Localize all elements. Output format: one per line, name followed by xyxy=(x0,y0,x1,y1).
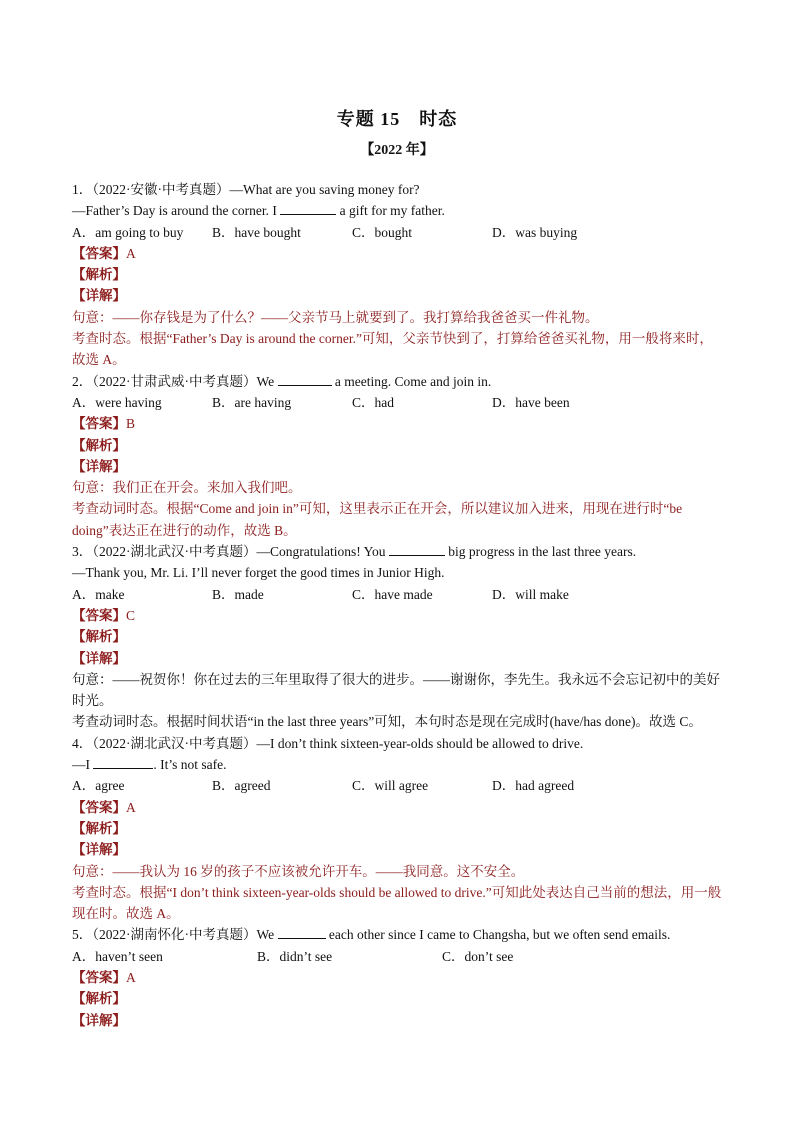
answer-blank xyxy=(280,201,336,215)
detail-label: 【详解】 xyxy=(72,842,126,858)
analysis-label: 【解析】 xyxy=(72,629,126,645)
question-stem: 4．（2022·湖北武汉·中考真题）—I don’t think sixteen-year-olds should be allowed to drive. xyxy=(72,735,584,751)
option-b: B．didn’t see xyxy=(257,948,333,964)
question-stem: —Thank you, Mr. Li. I’ll never forget the good times in Junior High. xyxy=(72,565,445,581)
question-5 xyxy=(72,924,722,1030)
option-d: D．will make xyxy=(492,586,569,602)
page-title: 专题 15 时态 xyxy=(336,109,458,129)
option-d: D．have been xyxy=(492,394,570,410)
option-b: B．have bought xyxy=(212,224,301,240)
question-stem: 1．（2022·安徽·中考真题）—What are you saving money for? xyxy=(72,182,420,197)
options-row xyxy=(72,222,722,243)
question-4 xyxy=(72,733,722,925)
option-a: A．haven’t seen xyxy=(72,948,163,964)
answer-line: 【答案】A xyxy=(72,245,136,261)
question-stem: —Father’s Day is around the corner. I a gift for my father. xyxy=(72,203,445,219)
option-b: B．agreed xyxy=(212,778,271,794)
answer-blank xyxy=(278,372,332,386)
option-c: C．bought xyxy=(352,224,413,240)
analysis-label: 【解析】 xyxy=(72,437,126,453)
detail-label: 【详解】 xyxy=(72,1012,126,1028)
options-row xyxy=(72,392,722,413)
year-heading: 【2022 年】 xyxy=(360,143,434,158)
answer-line: 【答案】A xyxy=(72,799,136,815)
answer-blank xyxy=(93,755,153,769)
analysis-label: 【解析】 xyxy=(72,267,126,283)
sentence-meaning: 句意：——我认为 16 岁的孩子不应该被允许开车。——我同意。这不安全。 xyxy=(72,863,525,879)
question-stem: 5．（2022·湖南怀化·中考真题）We each other since I came to Changsha, but we often send emails. xyxy=(72,927,671,943)
option-d: D．had agreed xyxy=(492,778,575,794)
question-stem: 3．（2022·湖北武汉·中考真题）—Congratulations! You big progress in the last three years. xyxy=(72,544,637,560)
explanation: 考查动词时态。根据“Come and join in”可知，这里表示正在开会，所以建议加入进来，用现在进行时“be doing”表达正在进行的动作，故选 B。 xyxy=(72,501,683,538)
option-b: B．made xyxy=(212,586,264,602)
option-c: C．had xyxy=(352,394,394,410)
option-a: A．were having xyxy=(72,394,162,410)
question-1 xyxy=(72,179,722,371)
option-c: C．will agree xyxy=(352,778,429,794)
option-d: D．was buying xyxy=(492,224,578,240)
sentence-meaning: 句意：——你存钱是为了什么？——父亲节马上就要到了。我打算给我爸爸买一件礼物。 xyxy=(72,309,599,325)
question-list xyxy=(72,179,722,1031)
answer-blank xyxy=(389,542,445,556)
option-b: B．are having xyxy=(212,394,292,410)
question-stem: 2．（2022·甘肃武威·中考真题）We a meeting. Come and join in. xyxy=(72,373,492,389)
options-row xyxy=(72,946,722,967)
detail-label: 【详解】 xyxy=(72,458,126,474)
options-row xyxy=(72,584,722,605)
detail-label: 【详解】 xyxy=(72,650,126,666)
analysis-label: 【解析】 xyxy=(72,991,126,1007)
detail-label: 【详解】 xyxy=(72,288,126,304)
explanation: 考查时态。根据“I don’t think sixteen-year-olds should be allowed to drive.”可知此处表达自己当前的想法，用一般现在时。故选 A。 xyxy=(72,884,722,922)
answer-line: 【答案】B xyxy=(72,416,136,432)
answer-blank xyxy=(278,925,326,939)
analysis-label: 【解析】 xyxy=(72,820,126,836)
sentence-meaning: 句意：我们正在开会。来加入我们吧。 xyxy=(72,480,302,496)
option-c: C．have made xyxy=(352,586,433,602)
options-row xyxy=(72,775,722,796)
option-c: C．don’t see xyxy=(442,948,514,964)
explanation: 考查时态。根据“Father’s Day is around the corner.”可知，父亲节快到了，打算给爸爸买礼物，用一般将来时，故选 A。 xyxy=(72,331,713,368)
option-a: A．am going to buy xyxy=(72,224,184,240)
explanation: 考查动词时态。根据时间状语“in the last three years”可知，本句时态是现在完成时(have/has done)。故选 C。 xyxy=(72,714,702,730)
answer-line: 【答案】A xyxy=(72,969,136,985)
question-stem: —I . It’s not safe. xyxy=(72,757,227,773)
question-3 xyxy=(72,541,722,733)
answer-line: 【答案】C xyxy=(72,607,136,623)
option-a: A．agree xyxy=(72,778,125,794)
question-2 xyxy=(72,371,722,541)
sentence-meaning: 句意：——祝贺你！你在过去的三年里取得了很大的进步。——谢谢你，李先生。我永远不会忘记初中的美好时光。 xyxy=(72,671,720,709)
option-a: A．make xyxy=(72,586,125,602)
